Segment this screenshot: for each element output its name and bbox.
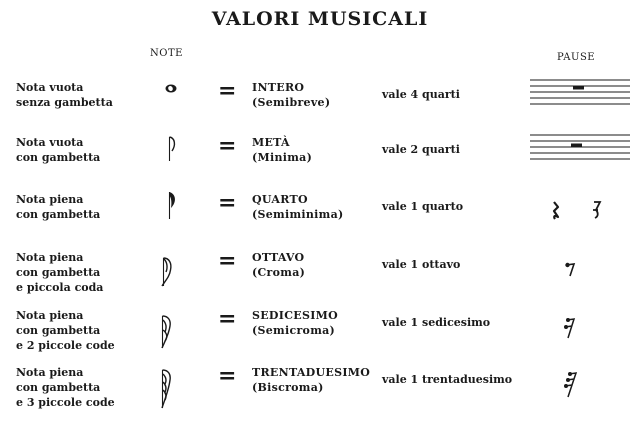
note-description: Nota piena con gambetta e 2 piccole code	[16, 309, 115, 352]
half-rest-icon	[530, 135, 640, 185]
equals-sign: =	[218, 78, 237, 104]
note-name: TRENTADUESIMO (Biscroma)	[252, 366, 371, 394]
note-value: vale 1 quarto	[382, 200, 464, 213]
note-value: vale 4 quarti	[382, 88, 460, 101]
value-row-sixteenth	[0, 308, 640, 368]
equals-sign: =	[218, 363, 237, 389]
eighth-note-icon	[145, 250, 185, 300]
note-name: INTERO (Semibreve)	[252, 81, 331, 109]
note-value: vale 1 sedicesimo	[382, 316, 491, 329]
whole-note-icon	[145, 80, 185, 130]
note-value: vale 1 trentaduesimo	[382, 373, 513, 386]
note-name: QUARTO (Semiminima)	[252, 193, 344, 221]
equals-sign: =	[218, 248, 237, 274]
equals-sign: =	[218, 306, 237, 332]
page-title: VALORI MUSICALI	[211, 8, 429, 30]
sixteenth-note-icon	[145, 308, 185, 358]
note-description: Nota piena con gambetta e piccola coda	[16, 251, 104, 294]
equals-sign: =	[218, 190, 237, 216]
quarter-rest-icon	[530, 192, 640, 242]
note-description: Nota piena con gambetta e 3 piccole code	[16, 366, 115, 409]
value-row-half	[0, 135, 640, 195]
value-row-thirty-second	[0, 365, 640, 425]
value-row-quarter	[0, 192, 640, 252]
quarter-note-icon	[145, 192, 185, 242]
note-name: SEDICESIMO (Semicroma)	[252, 309, 338, 337]
note-name: OTTAVO (Croma)	[252, 251, 306, 279]
eighth-rest-icon	[530, 250, 640, 300]
sixteenth-rest-icon	[530, 308, 640, 358]
whole-rest-icon	[530, 80, 640, 130]
note-description: Nota vuota senza gambetta	[16, 81, 113, 109]
note-description: Nota piena con gambetta	[16, 193, 101, 221]
note-description: Nota vuota con gambetta	[16, 136, 101, 164]
note-value: vale 2 quarti	[382, 143, 460, 156]
value-row-whole	[0, 80, 640, 140]
note-column-header: NOTE	[150, 48, 183, 59]
value-row-eighth	[0, 250, 640, 310]
thirty-second-rest-icon	[530, 365, 640, 415]
note-value: vale 1 ottavo	[382, 258, 461, 271]
note-name: METÀ (Minima)	[252, 136, 313, 164]
thirty-second-note-icon	[145, 365, 185, 415]
half-note-icon	[145, 135, 185, 185]
pause-column-header: PAUSE	[557, 52, 596, 63]
equals-sign: =	[218, 133, 237, 159]
